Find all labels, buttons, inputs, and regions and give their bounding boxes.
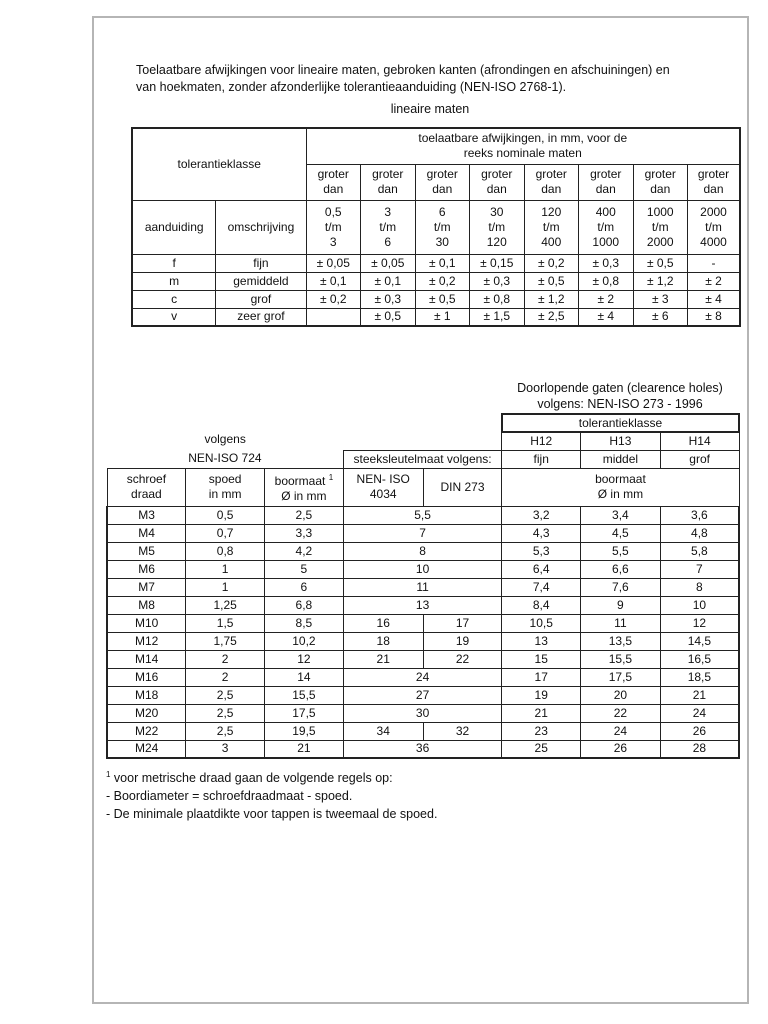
h14-header: H14 — [660, 432, 739, 450]
thread-size: M7 — [107, 578, 186, 596]
tolerance-value — [306, 308, 361, 326]
range-5-tm: t/m — [597, 219, 615, 234]
footnote-marker: 1 — [328, 473, 334, 482]
deviation-header-line-2: reeks nominale maten — [463, 146, 582, 161]
range-7-tm: t/m — [705, 219, 722, 234]
pitch-value: 0,7 — [186, 524, 265, 542]
drill-size-value: 6,8 — [264, 596, 343, 614]
wrench-size-value: 5,5 — [343, 506, 502, 524]
drill-size-value: 19,5 — [264, 722, 343, 740]
range-4-groter: groter — [535, 167, 567, 181]
h12-value: 5,3 — [502, 542, 581, 560]
h14-value: 14,5 — [660, 632, 739, 650]
range-0 — [306, 200, 361, 254]
range-1-groter-dan — [361, 164, 416, 200]
nen724-caption-line-1: volgens — [204, 431, 246, 446]
tolerance-class-header: tolerantieklasse — [132, 128, 306, 200]
range-7-groter: groter — [697, 167, 730, 181]
range-5-from: 400 — [595, 204, 616, 219]
range-3-tm: t/m — [488, 219, 506, 234]
range-1-tm: t/m — [379, 219, 397, 234]
range-2-dan: dan — [432, 182, 453, 196]
range-1 — [361, 200, 416, 254]
thread-row-M7 — [107, 578, 739, 596]
linear-tolerance-table — [131, 127, 741, 327]
footnote-line-3: - De minimale plaatdikte voor tappen is tweemaal de spoed. — [106, 807, 438, 822]
thread-size: M8 — [107, 596, 186, 614]
iso4034-header — [343, 468, 423, 506]
range-5-groter-dan — [579, 164, 634, 200]
tolerance-value: ± 0,05 — [361, 254, 416, 272]
h14-value: 21 — [660, 686, 739, 704]
wrench-size-din-value: 32 — [423, 722, 502, 740]
thread-size: M4 — [107, 524, 186, 542]
h13-value: 17,5 — [581, 668, 661, 686]
h12-value: 7,4 — [502, 578, 581, 596]
tolerance-value: ± 0,2 — [306, 290, 361, 308]
h13-value: 4,5 — [581, 524, 661, 542]
wrench-size-din-value: 17 — [423, 614, 502, 632]
drill-size-value: 21 — [264, 740, 343, 758]
wrench-size-value: 24 — [343, 668, 502, 686]
din273-header: DIN 273 — [423, 468, 502, 506]
h13-value: 3,4 — [581, 506, 661, 524]
tolerance-value: ± 0,5 — [361, 308, 416, 326]
range-4-to: 400 — [541, 234, 562, 249]
intro-text — [136, 62, 726, 96]
tolerance-value: ± 0,5 — [415, 290, 470, 308]
range-5-groter: groter — [590, 167, 622, 181]
holes-caption — [500, 380, 740, 412]
tolerance-value: ± 2 — [688, 272, 741, 290]
tolerance-value: ± 3 — [633, 290, 688, 308]
pitch-value: 2 — [186, 668, 265, 686]
thread-header-line-2: draad — [131, 487, 162, 501]
footnote-line-2: - Boordiameter = schroefdraadmaat - spoed. — [106, 789, 353, 804]
footnote-number: 1 — [106, 770, 111, 779]
range-0-groter: groter — [317, 167, 349, 181]
h14-value: 3,6 — [660, 506, 739, 524]
drill-size-value: 17,5 — [264, 704, 343, 722]
tolerance-value: ± 0,1 — [415, 254, 470, 272]
thread-row-M20 — [107, 704, 739, 722]
tolerance-value: ± 0,3 — [579, 254, 634, 272]
clearance-drill-header-line-2: Ø in mm — [597, 487, 644, 501]
wrench-size-iso-value: 21 — [343, 650, 423, 668]
range-7 — [688, 200, 741, 254]
class-code: f — [132, 254, 216, 272]
thread-header-line-1: schroef — [126, 472, 167, 486]
tolerance-value: ± 0,1 — [361, 272, 416, 290]
class-description: zeer grof — [216, 308, 306, 326]
footnote — [106, 766, 437, 823]
range-5-to: 1000 — [592, 234, 620, 249]
nen724-label: NEN-ISO 724 — [188, 451, 262, 466]
range-6-groter-dan — [633, 164, 688, 200]
h12-value: 3,2 — [502, 506, 581, 524]
tolerance-value: ± 0,15 — [470, 254, 525, 272]
wrench-size-value: 13 — [343, 596, 502, 614]
clearance-drill-header-line-1: boormaat — [595, 472, 646, 486]
h13-value: 24 — [581, 722, 661, 740]
deviation-header-line-1: toelaatbare afwijkingen, in mm, voor de — [418, 131, 628, 146]
range-6-groter: groter — [644, 167, 676, 181]
h12-value: 17 — [502, 668, 581, 686]
range-3-to: 120 — [486, 234, 507, 249]
tolerance-value: ± 2 — [579, 290, 634, 308]
thread-size: M6 — [107, 560, 186, 578]
pitch-value: 2,5 — [186, 686, 265, 704]
pitch-header-line-2: in mm — [208, 487, 242, 501]
thread-row-M16 — [107, 668, 739, 686]
drill-size-label: boormaat — [274, 474, 326, 488]
h12-value: 4,3 — [502, 524, 581, 542]
range-4-tm: t/m — [542, 219, 560, 234]
range-2-to: 30 — [435, 234, 449, 249]
range-4-from: 120 — [541, 204, 562, 219]
h12-header: H12 — [502, 432, 581, 450]
wrench-size-din-value: 19 — [423, 632, 502, 650]
thread-size: M14 — [107, 650, 186, 668]
class-code: m — [132, 272, 216, 290]
tolerance-value: ± 1,5 — [470, 308, 525, 326]
pitch-value: 1 — [186, 560, 265, 578]
drill-size-value: 12 — [264, 650, 343, 668]
tolerance-value: ± 8 — [688, 308, 741, 326]
range-3-dan: dan — [486, 182, 507, 196]
description-header: omschrijving — [216, 200, 306, 254]
thread-size: M22 — [107, 722, 186, 740]
tolerance-value: ± 1,2 — [524, 290, 579, 308]
tolerance-value: ± 0,2 — [524, 254, 579, 272]
h12-value: 15 — [502, 650, 581, 668]
range-6-to: 2000 — [646, 234, 674, 249]
tolerance-row-c — [132, 290, 740, 308]
thread-size: M24 — [107, 740, 186, 758]
range-7-to: 4000 — [700, 234, 727, 249]
h13-value: 15,5 — [581, 650, 661, 668]
range-0-to: 3 — [329, 234, 337, 249]
table1-subtitle: lineaire maten — [390, 102, 470, 116]
coarse-label: grof — [660, 450, 739, 468]
h14-value: 8 — [660, 578, 739, 596]
tolerance-value: ± 0,3 — [361, 290, 416, 308]
h13-value: 26 — [581, 740, 661, 758]
pitch-value: 2,5 — [186, 704, 265, 722]
pitch-value: 0,5 — [186, 506, 265, 524]
thread-row-M8 — [107, 596, 739, 614]
pitch-value: 2 — [186, 650, 265, 668]
holes-caption-line-1: Doorlopende gaten (clearence holes) — [517, 381, 723, 395]
h12-value: 8,4 — [502, 596, 581, 614]
h12-value: 13 — [502, 632, 581, 650]
clearance-drill-header — [502, 468, 739, 506]
tolerance-row-v — [132, 308, 740, 326]
h14-value: 24 — [660, 704, 739, 722]
h13-value: 22 — [581, 704, 661, 722]
tolerance-value: ± 4 — [688, 290, 741, 308]
tolerance-row-m — [132, 272, 740, 290]
wrench-size-value: 8 — [343, 542, 502, 560]
wrench-size-iso-value: 16 — [343, 614, 423, 632]
drill-size-header — [264, 468, 343, 506]
pitch-value: 2,5 — [186, 722, 265, 740]
thread-row-M24 — [107, 740, 739, 758]
wrench-size-value: 30 — [343, 704, 502, 722]
pitch-value: 1,75 — [186, 632, 265, 650]
drill-size-value: 6 — [264, 578, 343, 596]
thread-size: M12 — [107, 632, 186, 650]
range-3-groter-dan — [470, 164, 525, 200]
h13-value: 7,6 — [581, 578, 661, 596]
range-0-tm: t/m — [324, 219, 342, 234]
range-7-from: 2000 — [700, 204, 727, 219]
range-1-groter: groter — [372, 167, 404, 181]
designation-header: aanduiding — [132, 200, 216, 254]
tolerance-value: ± 1 — [415, 308, 470, 326]
range-7-groter-dan — [688, 164, 741, 200]
class-code: c — [132, 290, 216, 308]
thread-size: M18 — [107, 686, 186, 704]
pitch-header-line-1: spoed — [208, 472, 242, 486]
h13-value: 6,6 — [581, 560, 661, 578]
drill-size-value: 2,5 — [264, 506, 343, 524]
thread-row-M10 — [107, 614, 739, 632]
thread-row-M3 — [107, 506, 739, 524]
pitch-value: 1,25 — [186, 596, 265, 614]
tolerance-value: ± 0,3 — [470, 272, 525, 290]
wrench-size-iso-value: 34 — [343, 722, 423, 740]
h13-value: 20 — [581, 686, 661, 704]
iso4034-header-line-1: NEN- ISO — [356, 472, 410, 486]
drill-size-value: 14 — [264, 668, 343, 686]
class-code: v — [132, 308, 216, 326]
h14-value: 10 — [660, 596, 739, 614]
drill-size-value: 4,2 — [264, 542, 343, 560]
tolerance-value: ± 2,5 — [524, 308, 579, 326]
drill-size-header-line-1 — [265, 470, 343, 489]
pitch-header — [186, 468, 265, 506]
range-4-groter-dan — [524, 164, 579, 200]
thread-size: M10 — [107, 614, 186, 632]
deviation-header — [306, 128, 740, 164]
range-2-from: 6 — [438, 204, 446, 219]
drill-size-value: 8,5 — [264, 614, 343, 632]
thread-size: M5 — [107, 542, 186, 560]
iso4034-header-line-2: 4034 — [369, 487, 397, 501]
range-0-dan: dan — [323, 182, 344, 196]
thread-row-M12 — [107, 632, 739, 650]
range-2-groter: groter — [426, 167, 458, 181]
wrench-size-value: 11 — [343, 578, 502, 596]
tolerance-value: ± 4 — [579, 308, 634, 326]
thread-size: M20 — [107, 704, 186, 722]
range-6-tm: t/m — [651, 219, 669, 234]
wrench-size-value: 7 — [343, 524, 502, 542]
h14-value: 12 — [660, 614, 739, 632]
thread-row-M4 — [107, 524, 739, 542]
h13-value: 9 — [581, 596, 661, 614]
wrench-size-value: 36 — [343, 740, 502, 758]
h13-value: 5,5 — [581, 542, 661, 560]
tolerance-class-header-2: tolerantieklasse — [502, 414, 739, 432]
intro-line-1: Toelaatbare afwijkingen voor lineaire maten, gebroken kanten (afrondingen en afschuiningen) en — [136, 63, 670, 77]
range-0-from: 0,5 — [324, 204, 342, 219]
h12-value: 23 — [502, 722, 581, 740]
range-2-tm: t/m — [433, 219, 451, 234]
h14-value: 4,8 — [660, 524, 739, 542]
range-1-from: 3 — [384, 204, 392, 219]
range-4-dan: dan — [541, 182, 562, 196]
thread-header — [107, 468, 186, 506]
h12-value: 19 — [502, 686, 581, 704]
h12-value: 10,5 — [502, 614, 581, 632]
thread-row-M14 — [107, 650, 739, 668]
range-6-dan: dan — [650, 182, 671, 196]
h12-value: 21 — [502, 704, 581, 722]
h13-header: H13 — [581, 432, 661, 450]
tolerance-row-f — [132, 254, 740, 272]
h14-value: 26 — [660, 722, 739, 740]
thread-size: M16 — [107, 668, 186, 686]
h13-value: 11 — [581, 614, 661, 632]
thread-row-M22 — [107, 722, 739, 740]
tolerance-value: - — [688, 254, 741, 272]
h14-value: 5,8 — [660, 542, 739, 560]
wrench-size-din-value: 22 — [423, 650, 502, 668]
medium-label: middel — [581, 450, 661, 468]
range-5-dan: dan — [595, 182, 616, 196]
tolerance-value: ± 0,1 — [306, 272, 361, 290]
tolerance-value: ± 0,2 — [415, 272, 470, 290]
range-2-groter-dan — [415, 164, 470, 200]
drill-size-value: 3,3 — [264, 524, 343, 542]
wrench-size-iso-value: 18 — [343, 632, 423, 650]
h14-value: 16,5 — [660, 650, 739, 668]
thread-row-M18 — [107, 686, 739, 704]
range-7-dan: dan — [703, 182, 724, 196]
pitch-value: 1,5 — [186, 614, 265, 632]
h12-value: 25 — [502, 740, 581, 758]
class-description: gemiddeld — [216, 272, 306, 290]
h12-value: 6,4 — [502, 560, 581, 578]
range-1-to: 6 — [384, 234, 392, 249]
tolerance-value: ± 0,8 — [470, 290, 525, 308]
tolerance-value: ± 0,8 — [579, 272, 634, 290]
tolerance-value: ± 1,2 — [633, 272, 688, 290]
pitch-value: 1 — [186, 578, 265, 596]
class-description: grof — [216, 290, 306, 308]
range-5 — [579, 200, 634, 254]
h14-value: 7 — [660, 560, 739, 578]
tolerance-value: ± 6 — [633, 308, 688, 326]
nen724-caption — [107, 414, 343, 450]
drill-size-value: 10,2 — [264, 632, 343, 650]
blank-cell — [343, 414, 502, 450]
drill-size-header-line-2: Ø in mm — [281, 489, 327, 503]
range-6 — [633, 200, 688, 254]
wrench-size-header: steeksleutelmaat volgens: — [343, 450, 502, 468]
tolerance-value: ± 0,5 — [633, 254, 688, 272]
wrench-size-value: 10 — [343, 560, 502, 578]
drill-size-value: 15,5 — [264, 686, 343, 704]
thread-size: M3 — [107, 506, 186, 524]
range-1-dan: dan — [377, 182, 398, 196]
h13-value: 13,5 — [581, 632, 661, 650]
thread-row-M5 — [107, 542, 739, 560]
footnote-line-1 — [106, 766, 437, 787]
h14-value: 28 — [660, 740, 739, 758]
class-description: fijn — [216, 254, 306, 272]
fine-label: fijn — [502, 450, 581, 468]
drill-size-value: 5 — [264, 560, 343, 578]
thread-row-M6 — [107, 560, 739, 578]
tolerance-value: ± 0,5 — [524, 272, 579, 290]
pitch-value: 0,8 — [186, 542, 265, 560]
wrench-size-value: 27 — [343, 686, 502, 704]
range-2 — [415, 200, 470, 254]
range-6-from: 1000 — [646, 204, 674, 219]
h14-value: 18,5 — [660, 668, 739, 686]
range-3-groter: groter — [481, 167, 513, 181]
range-3-from: 30 — [490, 204, 504, 219]
range-4 — [524, 200, 579, 254]
pitch-value: 3 — [186, 740, 265, 758]
range-3 — [470, 200, 525, 254]
thread-table — [106, 413, 740, 759]
holes-caption-line-2: volgens: NEN-ISO 273 - 1996 — [537, 397, 703, 411]
intro-line-2: van hoekmaten, zonder afzonderlijke tolerantieaanduiding (NEN-ISO 2768-1). — [136, 80, 567, 94]
range-0-groter-dan — [306, 164, 361, 200]
footnote-text: voor metrische draad gaan de volgende regels op: — [110, 771, 393, 786]
tolerance-value: ± 0,05 — [306, 254, 361, 272]
